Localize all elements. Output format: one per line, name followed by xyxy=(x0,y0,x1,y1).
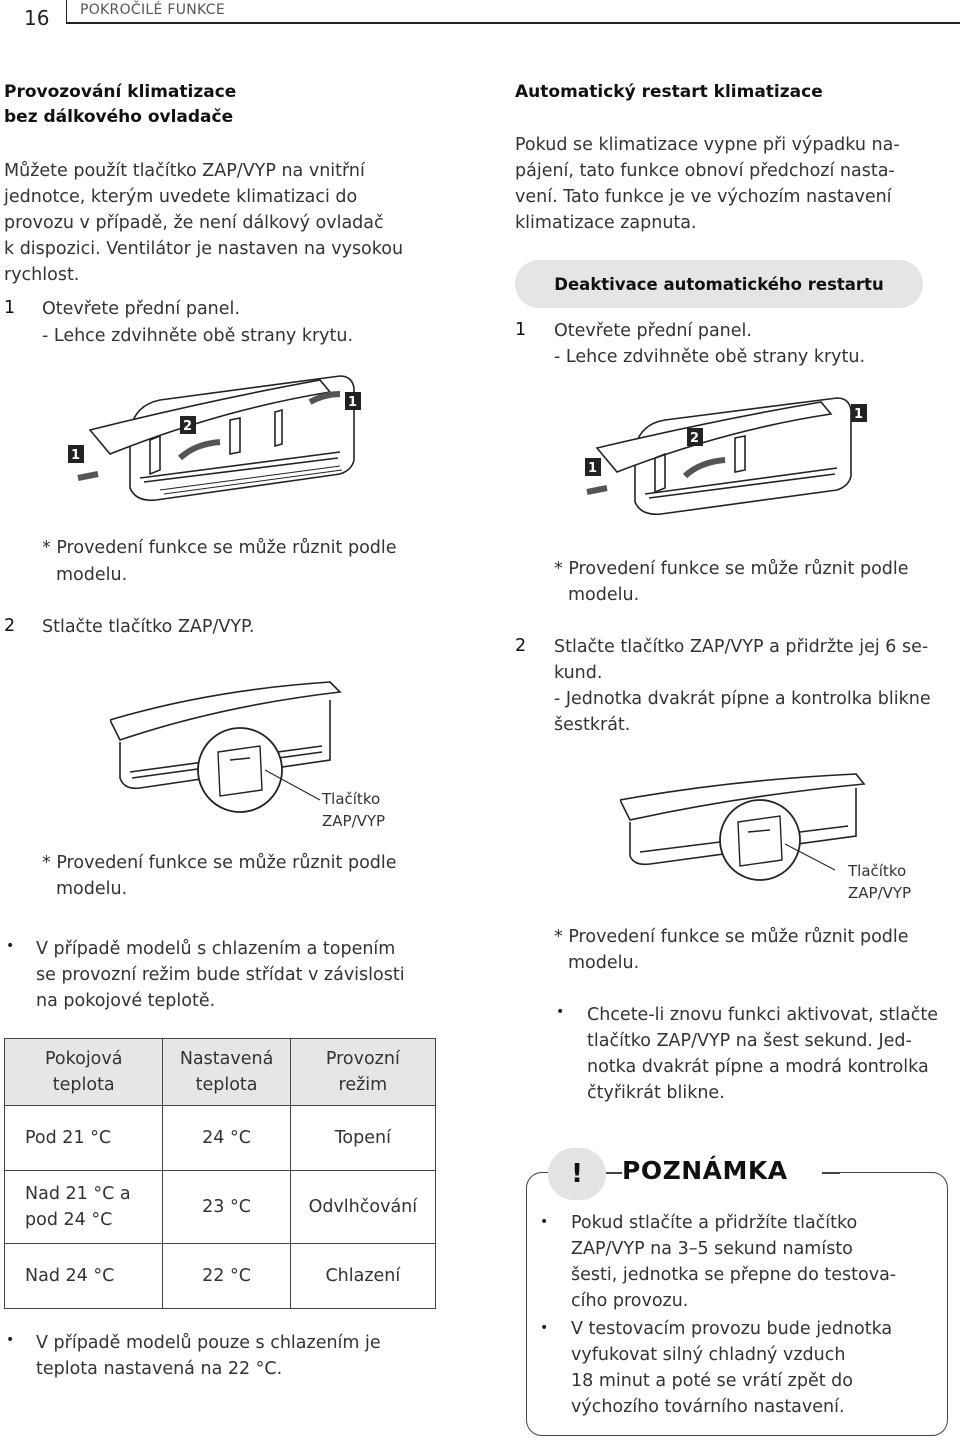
note-title-line xyxy=(822,1172,840,1174)
right-callout-2-text: 2 xyxy=(690,431,700,446)
left-bullet1-text: V případě modelů s chlazením a topením se provozní režim bude střídat v závislosti na pokojové teplotě. xyxy=(36,939,405,1011)
right-bullet-text: Chcete-li znovu funkci aktivovat, stlačte tlačítko ZAP/VYP na šest sekund. Jed- notka dvakrát pípne a modrá kontrolka čtyřikrát blikne. xyxy=(587,1005,938,1103)
right-open-panel-illustration xyxy=(575,390,875,530)
left-callout-1a-text: 1 xyxy=(71,448,81,463)
left-bullet1-dot: • xyxy=(6,938,15,954)
table-row: Pod 21 °C 24 °C Topení xyxy=(5,1106,436,1171)
table-header-mode: Provozní režim xyxy=(290,1039,435,1106)
table-header-set: Nastavená teplota xyxy=(163,1039,290,1106)
right-button-label-line2: ZAP/VYP xyxy=(848,884,912,902)
left-model-note1-line1: * Provedení funkce se může různit podle xyxy=(42,538,397,558)
left-model-note2-line1: * Provedení funkce se může různit podle xyxy=(42,853,397,873)
right-callout-1b-text: 1 xyxy=(854,407,864,422)
right-step2-text: Stlačte tlačítko ZAP/VYP a přidržte jej 6 se- kund. - Jednotka dvakrát pípne a kontrolka blikne šestkrát. xyxy=(554,637,931,735)
right-intro: Pokud se klimatizace vypne při výpadku na- pájení, tato funkce obnoví předchozí nasta- vení. Tato funkce je ve výchozím nastavení klimatizace zapnuta. xyxy=(515,135,900,233)
table-row: Nad 21 °C a pod 24 °C 23 °C Odvlhčování xyxy=(5,1171,436,1244)
left-callout-2-text: 2 xyxy=(183,419,193,434)
left-open-panel-illustration xyxy=(60,370,380,520)
right-model-note1-line1: * Provedení funkce se může různit podle xyxy=(554,559,909,579)
left-title-line1: Provozování klimatizace xyxy=(4,82,237,102)
left-button-label-line2: ZAP/VYP xyxy=(322,812,386,830)
temperature-mode-table xyxy=(4,1038,436,1309)
left-model-note2-line2: modelu. xyxy=(56,879,128,899)
left-bullet2-text: V případě modelů pouze s chlazením je teplota nastavená na 22 °C. xyxy=(36,1333,381,1379)
right-model-note2-line1: * Provedení funkce se může různit podle xyxy=(554,927,909,947)
note-bullet1-text: Pokud stlačíte a přidržíte tlačítko ZAP/VYP na 3–5 sekund namísto šesti, jednotka se přepne do testova- cího provozu. xyxy=(571,1213,897,1311)
left-model-note1-line2: modelu. xyxy=(56,565,128,585)
note-bullet2-dot: • xyxy=(540,1320,549,1336)
left-button-label-line1: Tlačítko xyxy=(322,790,381,808)
right-button-illustration xyxy=(620,770,870,900)
left-button-illustration xyxy=(110,660,350,820)
page-number: 16 xyxy=(24,6,50,30)
left-bullet2-dot: • xyxy=(6,1332,15,1348)
left-callout-1b-text: 1 xyxy=(348,395,358,410)
note-title: POZNÁMKA xyxy=(622,1156,788,1185)
note-bullet2-text: V testovacím provozu bude jednotka vyfukovat silný chladný vzduch 18 minut a poté se vrátí zpět do výchozího továrního nastavení. xyxy=(571,1319,893,1417)
right-step1-number: 1 xyxy=(515,320,527,340)
header-divider xyxy=(66,0,67,24)
left-step2-text: Stlačte tlačítko ZAP/VYP. xyxy=(42,617,255,637)
note-bullet1-dot: • xyxy=(540,1214,549,1230)
right-button-label-line1: Tlačítko xyxy=(848,862,907,880)
exclamation-icon: ! xyxy=(548,1148,606,1200)
left-step1-text: Otevřete přední panel. xyxy=(42,299,240,319)
left-step2-number: 2 xyxy=(4,616,16,636)
note-title-dash xyxy=(606,1172,622,1174)
right-step2-number: 2 xyxy=(515,636,527,656)
section-title: POKROČILÉ FUNKCE xyxy=(80,2,225,18)
right-step1-sub: - Lehce zdvihněte obě strany krytu. xyxy=(554,347,866,367)
left-intro: Můžete použít tlačítko ZAP/VYP na vnitřní jednotce, kterým uvedete klimatizaci do provozu v případě, že není dálkový ovladač k dispozici. Ventilátor je nastaven na vysokou rychlost. xyxy=(4,161,404,285)
right-callout-1a-text: 1 xyxy=(588,461,598,476)
table-row: Nad 24 °C 22 °C Chlazení xyxy=(5,1244,436,1309)
left-step1-number: 1 xyxy=(4,298,16,318)
deactivation-heading-pill: Deaktivace automatického restartu xyxy=(515,260,923,308)
right-model-note2-line2: modelu. xyxy=(568,953,640,973)
left-title-line2: bez dálkového ovladače xyxy=(4,107,234,127)
right-model-note1-line2: modelu. xyxy=(568,585,640,605)
header-rule xyxy=(66,22,960,24)
table-header-room: Pokojová teplota xyxy=(5,1039,163,1106)
right-step1-text: Otevřete přední panel. xyxy=(554,321,752,341)
right-bullet-dot: • xyxy=(556,1004,565,1020)
left-step1-sub: - Lehce zdvihněte obě strany krytu. xyxy=(42,326,354,346)
right-title: Automatický restart klimatizace xyxy=(515,82,823,102)
